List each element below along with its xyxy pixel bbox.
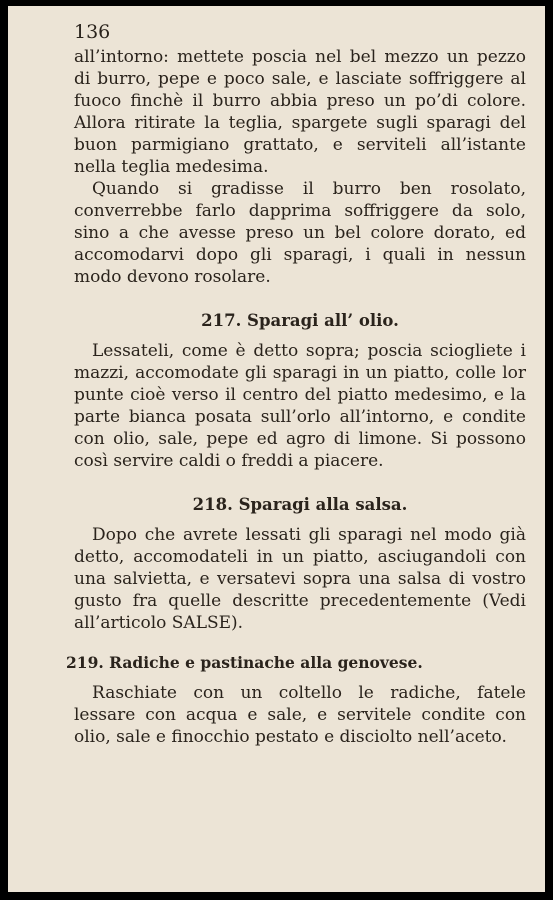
page-content (66, 20, 526, 748)
intro-paragraph: Quando si gradisse il burro ben rosolato, converrebbe farlo dapprima soffriggere da solo, sino a che avesse preso un bel colore dorato, ed accomodarvi dopo gli sparagi, i quali in nessun modo devono rosolare. (74, 179, 526, 287)
recipe-text-218: Dopo che avrete lessati gli sparagi nel modo già detto, accomodateli in un piatto, asciugandoli con una salvietta, e versatevi sopra una salsa di vostro gusto fra quelle descritte precedentemente (Vedi all’articolo SALSE). (74, 525, 526, 633)
book-page (8, 6, 545, 892)
intro-paragraph: all’intorno: mettete poscia nel bel mezzo un pezzo di burro, pepe e poco sale, e lasciate soffriggere al fuoco finchè il burro abbia preso un po’di colore. Allora ritirate la teglia, spargete sugli sparagi del buon parmigiano grattato, e serviteli all’istante nella teglia medesima. (74, 47, 526, 177)
recipe-text-219: Raschiate con un coltello le radiche, fatele lessare con acqua e sale, e servitele condite con olio, sale e finocchio pestato e disciolto nell’aceto. (74, 683, 526, 747)
recipe-heading-218: 218. Sparagi alla salsa. (192, 495, 408, 514)
page-number: 136 (74, 21, 111, 43)
recipe-heading-219: 219. Radiche e pastinache alla genovese. (66, 653, 423, 672)
recipe-heading-217: 217. Sparagi all’ olio. (201, 311, 399, 330)
recipe-text-217: Lessateli, come è detto sopra; poscia sciogliete i mazzi, accomodate gli sparagi in un piatto, colle lor punte cioè verso il centro del piatto medesimo, e la parte bianca posata sull’orlo all’intorno, e condite con olio, sale, pepe ed agro di limone. Si possono così servire caldi o freddi a piacere. (74, 341, 526, 471)
